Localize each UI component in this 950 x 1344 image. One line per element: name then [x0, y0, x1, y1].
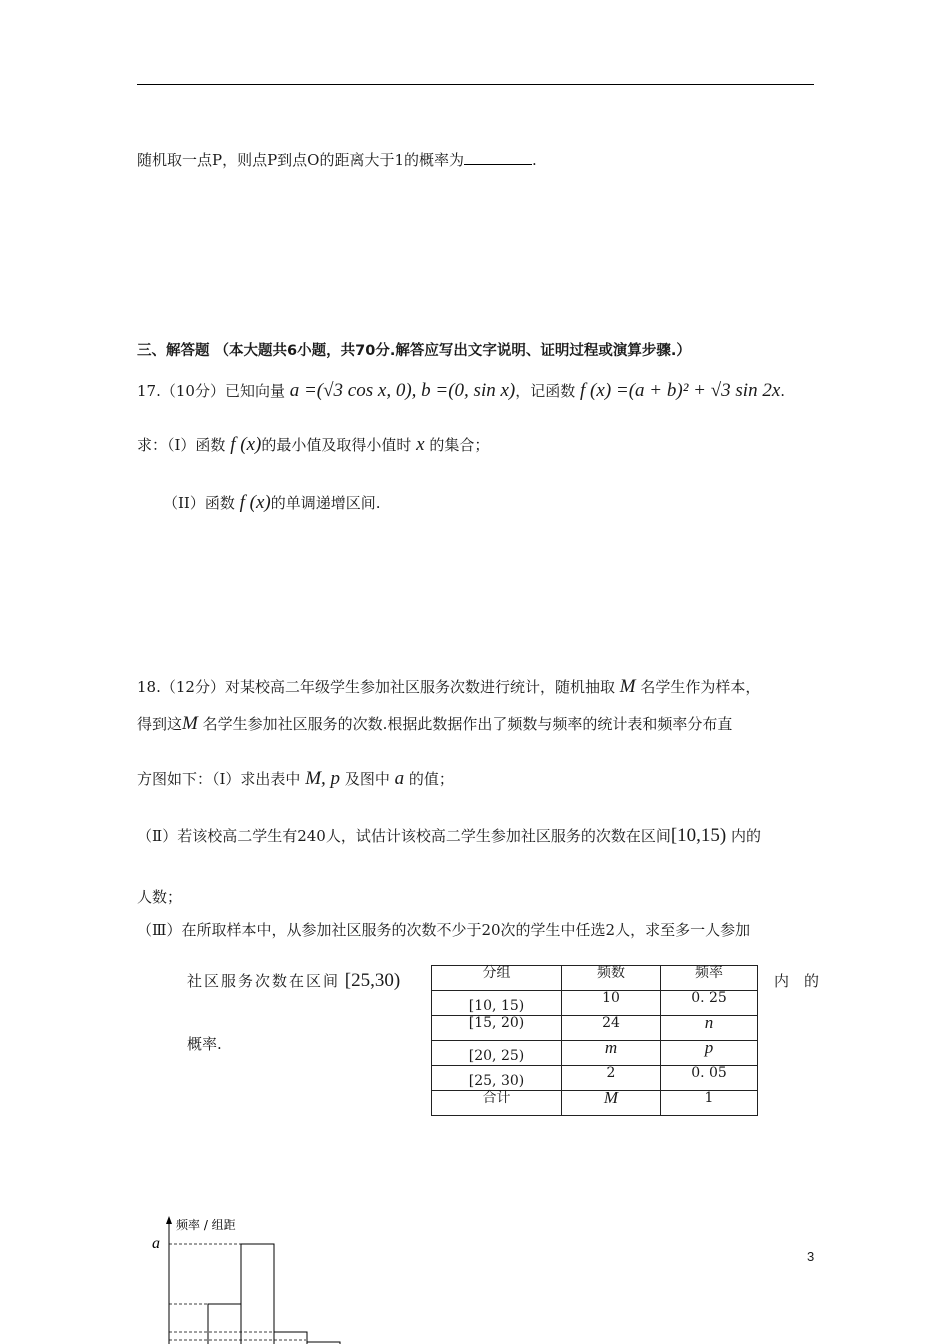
histogram-bar	[208, 1304, 241, 1344]
frequency-histogram	[140, 1212, 360, 1344]
q18-l3-pre: 方图如下：（Ⅰ）求出表中	[137, 770, 301, 788]
q18-line5: 人数；	[137, 888, 183, 906]
table-cell: 0. 05	[661, 1066, 758, 1091]
q18-line7-pre	[187, 970, 400, 992]
q17-line3-post: 的单调递增区间.	[270, 494, 381, 512]
q16-end: .	[532, 151, 537, 169]
header-frequency: 频率	[661, 966, 758, 991]
table-cell: 10	[562, 991, 661, 1016]
q18-l4-pre: （Ⅱ）若该校高二学生有240人，试估计该校高二学生参加社区服务的次数在区间	[137, 827, 671, 845]
q18-interval1: [10,15)	[670, 825, 727, 846]
table-cell: m	[562, 1041, 661, 1066]
q18-line7-post: 内 的	[774, 972, 820, 990]
q17-x: x	[416, 434, 425, 455]
q18-line2	[137, 713, 732, 735]
q17-fx: f (x)	[230, 434, 262, 455]
table-cell: 合计	[432, 1091, 562, 1116]
table-row	[432, 1041, 758, 1066]
q18-a: a	[394, 768, 405, 789]
q16-tail-line	[137, 149, 537, 170]
q17-line1	[137, 380, 785, 402]
q18-l4-post: 内的	[731, 827, 762, 845]
table-cell: M	[562, 1091, 661, 1116]
table-cell: [25, 30)	[432, 1066, 562, 1091]
section-heading: 三、解答题 （本大题共6小题，共70分.解答应写出文字说明、证明过程或演算步骤.）	[137, 343, 691, 359]
y-axis-label: 频率 / 组距	[176, 1218, 236, 1232]
q17-line2	[137, 434, 489, 456]
table-row	[432, 1066, 758, 1091]
q18-l2-post: 名学生参加社区服务的次数.根据此数据作出了频数与频率的统计表和频率分布直	[202, 715, 733, 733]
page-number: 3	[807, 1249, 815, 1264]
q18-Mp: M, p	[305, 768, 341, 789]
q18-l1-pre: 18.（12分）对某校高二年级学生参加社区服务次数进行统计，随机抽取	[137, 678, 615, 696]
q18-l7-pre-text: 社区服务次数在区间	[187, 972, 341, 990]
q18-l3-post: 的值；	[408, 770, 454, 788]
q17-label: 17.（10分）已知向量	[137, 382, 285, 400]
table-cell: 24	[562, 1016, 661, 1041]
y-axis-arrow-icon	[166, 1216, 172, 1224]
q18-line3	[137, 768, 454, 790]
q17-function: f (x) =(a + b)² + √3 sin 2x	[580, 380, 781, 401]
a-label: a	[152, 1235, 160, 1252]
table-cell: [10, 15)	[432, 991, 562, 1016]
table-row	[432, 1016, 758, 1041]
q18-line6: （Ⅲ）在所取样本中，从参加社区服务的次数不少于20次的学生中任选2人，求至多一人参加	[137, 921, 751, 939]
q18-l2-pre: 得到这	[137, 715, 183, 733]
q17-fx-2: f (x)	[239, 492, 271, 513]
q17-line2-post: 的集合；	[429, 436, 490, 454]
q18-l3-mid: 及图中	[344, 770, 390, 788]
q17-line3	[163, 492, 381, 514]
header-count: 频数	[562, 966, 661, 991]
table-cell: 1	[661, 1091, 758, 1116]
table-cell: 0. 25	[661, 991, 758, 1016]
histogram-bar	[241, 1244, 274, 1344]
table-cell: [15, 20)	[432, 1016, 562, 1041]
q18-l1-post: 名学生作为样本，	[640, 678, 761, 696]
histogram-bar	[274, 1332, 307, 1344]
q16-text: 随机取一点P，则点P到点O的距离大于1的概率为	[137, 151, 465, 169]
q17-line3-pre: （II）函数	[163, 494, 235, 512]
table-cell: p	[661, 1041, 758, 1066]
q17-line2-mid: 的最小值及取得小值时	[261, 436, 412, 454]
header-rule	[137, 84, 814, 85]
q17-end: .	[780, 382, 786, 400]
q17-mid: ，记函数	[515, 382, 576, 400]
table-cell: n	[661, 1016, 758, 1041]
q18-line1	[137, 676, 760, 698]
table-row	[432, 991, 758, 1016]
q17-line2-pre: 求：（I）函数	[137, 436, 226, 454]
q18-interval2: [25,30)	[344, 970, 401, 991]
answer-blank	[464, 150, 532, 165]
table-header-row	[432, 966, 758, 991]
table-cell: [20, 25)	[432, 1041, 562, 1066]
q18-M: M	[619, 676, 636, 697]
q18-M-2: M	[182, 713, 198, 734]
q18-line8: 概率.	[187, 1035, 222, 1053]
q17-vectors: a =(√3 cos x, 0), b =(0, sin x)	[289, 380, 516, 401]
q18-line4	[137, 825, 761, 847]
table-row	[432, 1091, 758, 1116]
frequency-table	[431, 965, 758, 1116]
header-group: 分组	[432, 966, 562, 991]
table-cell: 2	[562, 1066, 661, 1091]
